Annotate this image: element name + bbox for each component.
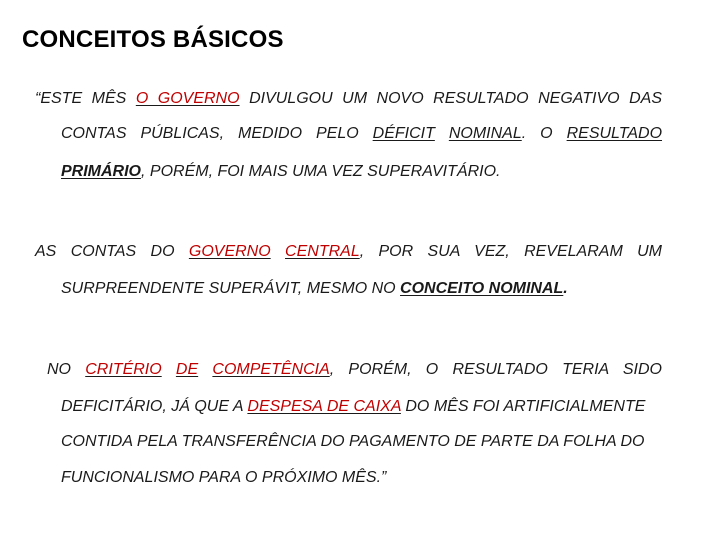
paragraph-3-line-2 — [61, 398, 645, 416]
term-conceito-nominal: CONCEITO NOMINAL — [400, 280, 564, 297]
text: , PORÉM, O RESULTADO TERIA SIDO — [329, 361, 662, 378]
text: , POR SUA VEZ, REVELARAM UM — [359, 243, 663, 260]
text: CONTAS PÚBLICAS, MEDIDO PELO — [61, 125, 373, 142]
text: CONTIDA PELA TRANSFERÊNCIA DO PAGAMENTO DE PARTE DA FOLHA DO — [61, 433, 645, 450]
paragraph-2-line-1 — [35, 243, 662, 261]
term-resultado: RESULTADO — [566, 125, 663, 142]
text: , PORÉM, FOI MAIS UMA VEZ SUPERAVITÁRIO. — [141, 163, 501, 180]
text — [271, 243, 285, 260]
term-primario: PRIMÁRIO — [61, 163, 141, 180]
text: DEFICITÁRIO, JÁ QUE A — [61, 398, 248, 415]
text: FUNCIONALISMO PARA O PRÓXIMO MÊS.” — [61, 469, 387, 486]
paragraph-3-line-3 — [61, 433, 645, 451]
paragraph-1-line-2 — [61, 125, 662, 143]
text: SURPREENDENTE SUPERÁVIT, MESMO NO — [61, 280, 401, 297]
paragraph-1-line-1 — [35, 90, 662, 108]
term-competencia: COMPETÊNCIA — [212, 361, 330, 378]
term-o-governo: O GOVERNO — [135, 90, 240, 107]
text — [162, 361, 176, 378]
paragraph-3-line-1 — [47, 361, 662, 379]
text: “ESTE MÊS — [35, 90, 136, 107]
term-de: DE — [175, 361, 199, 378]
term-deficit: DÉFICIT — [372, 125, 435, 142]
text: NO — [47, 361, 86, 378]
page-title: CONCEITOS BÁSICOS — [22, 26, 284, 53]
paragraph-2-line-2 — [61, 280, 568, 298]
text: . — [563, 280, 568, 297]
paragraph-1-line-3 — [61, 163, 500, 181]
text: . O — [521, 125, 567, 142]
text: DIVULGOU UM NOVO RESULTADO NEGATIVO DAS — [239, 90, 662, 107]
text: DO MÊS FOI ARTIFICIALMENTE — [400, 398, 646, 415]
text — [435, 125, 449, 142]
term-criterio: CRITÉRIO — [85, 361, 162, 378]
term-despesa-de-caixa: DESPESA DE CAIXA — [247, 398, 401, 415]
term-nominal: NOMINAL — [448, 125, 522, 142]
text — [198, 361, 212, 378]
term-governo: GOVERNO — [188, 243, 271, 260]
term-central: CENTRAL — [285, 243, 360, 260]
text: AS CONTAS DO — [35, 243, 189, 260]
paragraph-3-line-4 — [61, 469, 386, 487]
